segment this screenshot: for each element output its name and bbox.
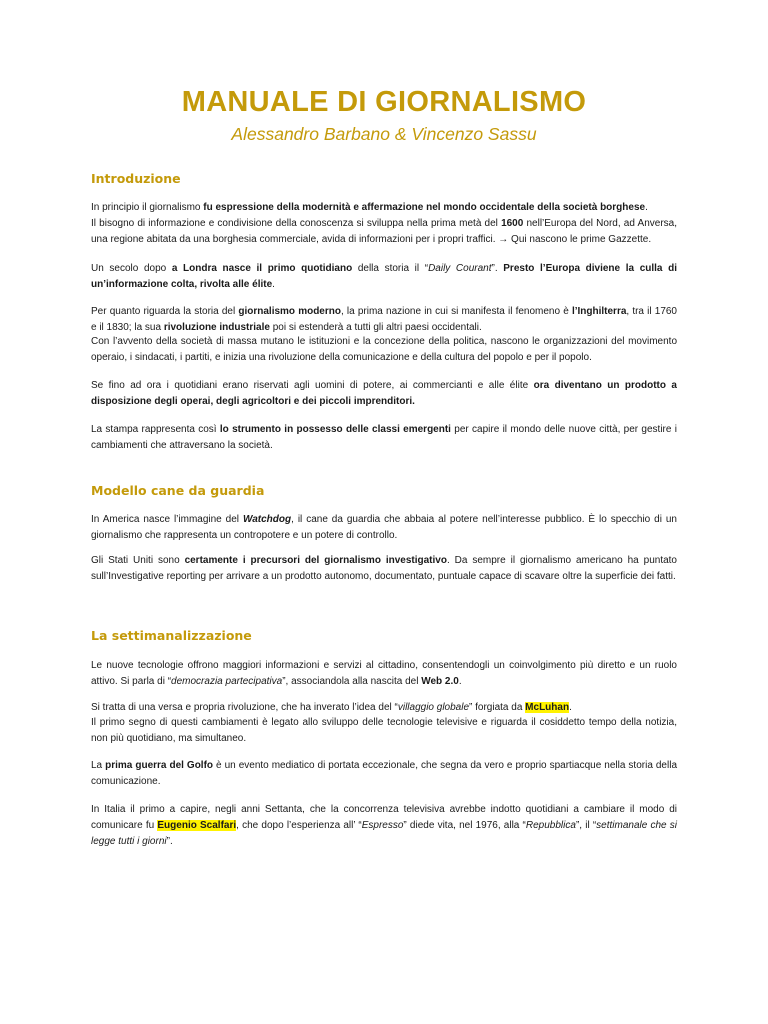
weekly-paragraph-2: Si tratta di una versa e propria rivoluzione, che ha inverato l’idea del “villaggio globale” forgiata da McLuhan. [91,702,572,713]
document-title: MANUALE DI GIORNALISMO [181,86,587,118]
watchdog-paragraph-1: In America nasce l’immagine del Watchdog, il cane da guardia che abbaia al potere nell’interesse pubblico. È lo specchio di un giornalismo che rappresenta un contropotere e un potere di controllo. [91,514,677,541]
weekly-paragraph-5: In Italia il primo a capire, negli anni Settanta, che la concorrenza televisiva avrebbe indotto quotidiani a cambiare il modo di comunicare fu Eugenio Scalfari, che dopo l’esperienza all’ “Espresso” diede vita, nel 1976, alla “Repubblica”, il “settimanale che si legge tutti i giorni”. [91,804,678,847]
section-heading-introduzione: Introduzione [91,171,181,186]
intro-paragraph-6: Se fino ad ora i quotidiani erano riservati agli uomini di potere, ai commercianti e alle élite ora diventano un prodotto a disposizione degli operai, degli agricoltori e dei piccoli imprenditori. [91,380,677,407]
highlight-eugenio-scalfari: Eugenio Scalfari [157,820,237,831]
weekly-paragraph-3: Il primo segno di questi cambiamenti è legato allo sviluppo delle tecnologie televisive e riguarda il cosiddetto tempo della notizia, non più quotidiano, ma simultaneo. [91,717,677,744]
section-heading-watchdog: Modello cane da guardia [91,483,265,498]
intro-paragraph-5: Con l’avvento della società di massa mutano le istituzioni e la concezione della politica, nascono le organizzazioni del movimento operaio, i sindacati, i partiti, e inizia una rivoluzione della comunicazione e della cultura del popolo e per il popolo. [91,336,677,363]
intro-paragraph-3: Un secolo dopo a Londra nasce il primo quotidiano della storia il “Daily Courant”. Presto l’Europa diviene la culla di un’informazione colta, rivolta alle élite. [91,263,678,290]
highlight-mcluhan: McLuhan [525,702,570,713]
intro-paragraph-1: In principio il giornalismo fu espressione della modernità e affermazione nel mondo occidentale della società borghese. [91,202,648,213]
watchdog-paragraph-2: Gli Stati Uniti sono certamente i precursori del giornalismo investigativo. Da sempre il giornalismo americano ha puntato sull’Investigative reporting per arrivare a un prodotto autonomo, documentato, puntuale capace di scavare oltre la superficie dei fatti. [91,555,677,582]
section-heading-settimanalizzazione: La settimanalizzazione [91,628,252,643]
intro-paragraph-4: Per quanto riguarda la storia del giornalismo moderno, la prima nazione in cui si manifesta il fenomeno è l’Inghilterra, tra il 1760 e il 1830; la sua rivoluzione industriale poi si estenderà a tutti gli altri paesi occidentali. [91,306,677,333]
weekly-paragraph-4: La prima guerra del Golfo è un evento mediatico di portata eccezionale, che segna da vero e proprio spartiacque nella storia della comunicazione. [91,760,678,787]
document-authors: Alessandro Barbano & Vincenzo Sassu [231,124,537,144]
intro-paragraph-7: La stampa rappresenta così lo strumento in possesso delle classi emergenti per capire il mondo delle nuove città, per gestire i cambiamenti che attraversano la società. [91,424,677,451]
intro-paragraph-2: Il bisogno di informazione e condivisione della conoscenza si sviluppa nella prima metà del 1600 nell’Europa del Nord, ad Anversa, una regione abitata da una borghesia commerciale, avida di informazioni per i propri traffici. → Qui nascono le prime Gazzette. [91,218,677,245]
weekly-paragraph-1: Le nuove tecnologie offrono maggiori informazioni e servizi al cittadino, consentendogli un coinvolgimento più diretto e un ruolo attivo. Si parla di “democrazia partecipativa”, associandola alla nascita del Web 2.0. [91,660,677,687]
